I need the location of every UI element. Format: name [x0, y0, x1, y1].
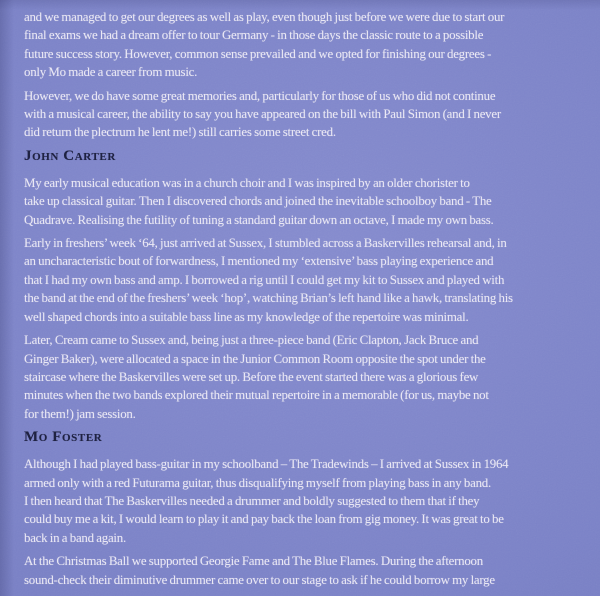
text-line: future success story. However, common sense prevailed and we opted for finishing our degrees -	[24, 46, 492, 61]
text-line: could buy me a kit, I would learn to play it and pay back the loan from gig money. It was great to be	[24, 512, 504, 527]
body-paragraph	[24, 455, 590, 547]
text-line: Quadrave. Realising the futility of tuning a standard guitar down an octave, I made my own bass.	[24, 212, 494, 227]
text-line: did return the plectrum he lent me!) still carries some street cred.	[24, 125, 336, 140]
text-line: an uncharacteristic bout of forwardness, I mentioned my ‘extensive’ bass playing experience and	[24, 254, 494, 269]
body-paragraph	[24, 331, 590, 423]
body-paragraph	[24, 234, 590, 326]
body-paragraph	[24, 8, 590, 82]
page-content	[24, 8, 590, 594]
text-line: final exams we had a dream offer to tour Germany - in those days the classic route to a possible	[24, 28, 484, 43]
text-line: back in a band again.	[24, 530, 126, 545]
text-line: well shaped chords into a suitable bass line as my knowledge of the repertoire was minimal.	[24, 309, 469, 324]
text-line: staircase where the Baskervilles were set up. Before the event started there was a glorious few	[24, 369, 479, 384]
body-paragraph	[24, 174, 590, 229]
text-line: for them!) jam session.	[24, 406, 136, 421]
text-line: armed only with a red Futurama guitar, thus disqualifying myself from playing bass in any band.	[24, 475, 491, 490]
section-heading-john-carter: John Carter	[24, 147, 116, 164]
text-line: sound-check their diminutive drummer came over to our stage to ask if he could borrow my large	[24, 572, 495, 587]
text-line: take up classical guitar. Then I discovered chords and joined the inevitable schoolboy band - The	[24, 194, 492, 209]
body-paragraph	[24, 552, 590, 589]
text-line: Although I had played bass-guitar in my schoolband – The Tradewinds – I arrived at Sussex in 1964	[24, 457, 509, 472]
text-line: the band at the end of the freshers’ week ‘hop’, watching Brian’s left hand like a hawk, translating his	[24, 291, 513, 306]
text-line: Later, Cream came to Sussex and, being just a three-piece band (Eric Clapton, Jack Bruce and	[24, 333, 479, 348]
text-line: only Mo made a career from music.	[24, 65, 198, 80]
text-line: Early in freshers’ week ‘64, just arrived at Sussex, I stumbled across a Baskervilles rehearsal and, in	[24, 236, 507, 251]
text-line: Ginger Baker), were allocated a space in the Junior Common Room opposite the spot under the	[24, 351, 486, 366]
text-line: minutes when the two bands explored their mutual repertoire in a memorable (for us, maybe not	[24, 388, 489, 403]
text-line: that I had my own bass and amp. I borrowed a rig until I could get my kit to Sussex and played with	[24, 272, 505, 287]
text-line: and we managed to get our degrees as well as play, even though just before we were due to start our	[24, 10, 505, 24]
section-heading-mo-foster: Mo Foster	[24, 429, 103, 446]
text-line: My early musical education was in a church choir and I was inspired by an older chorister to	[24, 175, 470, 190]
text-line: with a musical career, the ability to say you have appeared on the bill with Paul Simon (and I never	[24, 107, 501, 122]
body-paragraph	[24, 87, 590, 142]
text-line: However, we do have some great memories and, particularly for those of us who did not continue	[24, 88, 496, 103]
text-line: At the Christmas Ball we supported Georgie Fame and The Blue Flames. During the afternoon	[24, 554, 483, 569]
text-line: I then heard that The Baskervilles needed a drummer and boldly suggested to them that if they	[24, 493, 480, 508]
